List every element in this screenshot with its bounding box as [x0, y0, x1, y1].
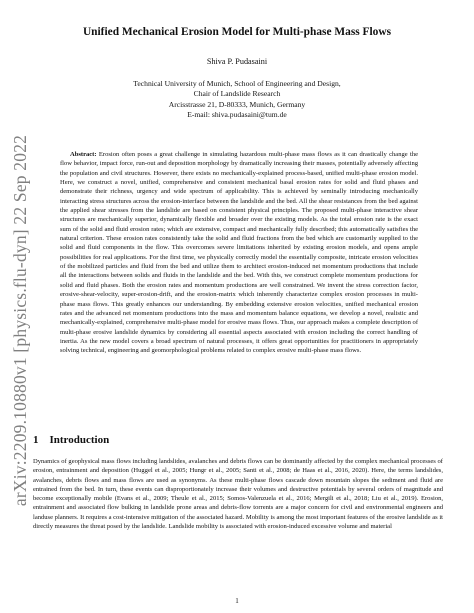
arxiv-identifier-stamp	[6, 130, 36, 510]
abstract-paragraph	[60, 150, 418, 356]
abstract-text: Erosion often poses a great challenge in simulating hazardous multi-phase mass flows as it can drastically change the flow behavior, impact force, run-out and deposition morphology by dramatically increasing their masses, potentially adversely affecting the population and civil structures. However, there exists no mechanically-explained process-based, unified multi-phase erosion model. Here, we construct a novel, unified, comprehensive and consistent mechanical basal erosion rates for solid and fluid phases and demonstrate their richness, urgency and wide spectrum of applicability. This is achieved by seminally introducing mechanically interacting stress structures across the erosion-interface between the landslide and the bed. All the shear resistances from the bed against the applied shear stresses from the landslide are based on consistent physical principles. The proposed multi-phase interactive shear structures are mechanically superior, dynamically flexible and broader over the existing models. As the total erosion rate is the exact sum of the solid and fluid erosion rates; which are extensive, compact and mechanically fully described; this automatically satisfies the natural criterion. These erosion rates consistently take the solid and fluid fractions from the bed which are customarily supplied to the solid and fluid components in the flow. This overcomes severe limitations inherited by existing erosion models, and opens ample possibilities for real applications. For the first time, we physically correctly model the essentially composite, intricate erosion velocities of the mobilized particles and fluid from the bed and utilize them to architect erosion-induced net momentum productions that include all the interactions between solids and fluids in the landslide and the bed. With this, we construct complete momentum productions for solid and fluid phases. Both the erosion rates and momentum productions are well constrained. We invent the stress correction factor, erosive-shear-velocity, super-erosion-drift, and the erosion-matrix which inherently characterize complex erosion processes in multi-phase mass flows. This greatly enhances our understanding. By embedding extensive erosion velocities, unified mechanical erosion rates and the advanced net momentum productions into the mass and momentum balance equations, we develop a novel, realistic and mechanically-explained, comprehensive multi-phase model for erosive mass flows. Thus, our approach makes a complete description of multi-phase erosive landslide dynamics by considering all essential aspects associated with erosion including the correct handling of inertia. As the new model covers a broad spectrum of natural processes, it offers great opportunities for practitioners in appropriately solving technical, engineering and geomorphological problems related to complex erosive multi-phase mass flows.	[60, 151, 419, 355]
section-number: 1	[33, 434, 39, 446]
affiliation-block	[36, 79, 438, 120]
section-title: Introduction	[49, 434, 110, 446]
section-heading	[33, 434, 109, 446]
introduction-paragraph: Dynamics of geophysical mass flows including landslides, avalanches and debris flows can be dominantly affected by the complex mechanical processes of erosion, entrainment and deposition (Huggel et al., 2005; Hungr et al., 2005; Santi et al., 2008; de Haas et al., 2016, 2020). Here, the terms landslides, avalanches, debris flows and mass flows are used as synonyms. As these multi-phase flows cascade down mountain slopes the sediment and fluid are entrained from the bed. In turn, these events can disproportionately increase their volumes and destructive potentials by several orders of magnitude and become exceptionally mobile (Evans et al., 2009; Theule et al., 2015; Somos-Valenzuela et al., 2016; Mergili et al., 2018; Liu et al., 2019). Erosion, entrainment and associated flow bulking in landslide prone areas and debris-flow torrents are a major concern for civil and environmental engineers and landuse planners. It requires a cost-intensive mitigation of the associated hazard. Mobility is among the most important features of the erosive landslide as it directly measures the threat posed by the landslide. Landslide mobility is associated with erosion-induced excessive volume and material	[33, 458, 443, 531]
author-name: Shiva P. Pudasaini	[206, 57, 268, 66]
affiliation-line: Arcisstrasse 21, D-80333, Munich, Germany	[168, 99, 306, 109]
paper-title: Unified Mechanical Erosion Model for Multi-phase Mass Flows	[82, 26, 392, 38]
affiliation-line: Technical University of Munich, School of Engineering and Design,	[133, 79, 341, 88]
abstract-label: Abstract:	[70, 151, 97, 158]
page-number: 1	[235, 597, 239, 605]
affiliation-line: Chair of Landslide Research	[193, 89, 281, 99]
arxiv-identifier-text: arXiv:2209.10880v1 [physics.flu-dyn] 22 Sep 2022	[10, 134, 31, 506]
email-line: E-mail: shiva.pudasaini@tum.de	[187, 109, 287, 119]
